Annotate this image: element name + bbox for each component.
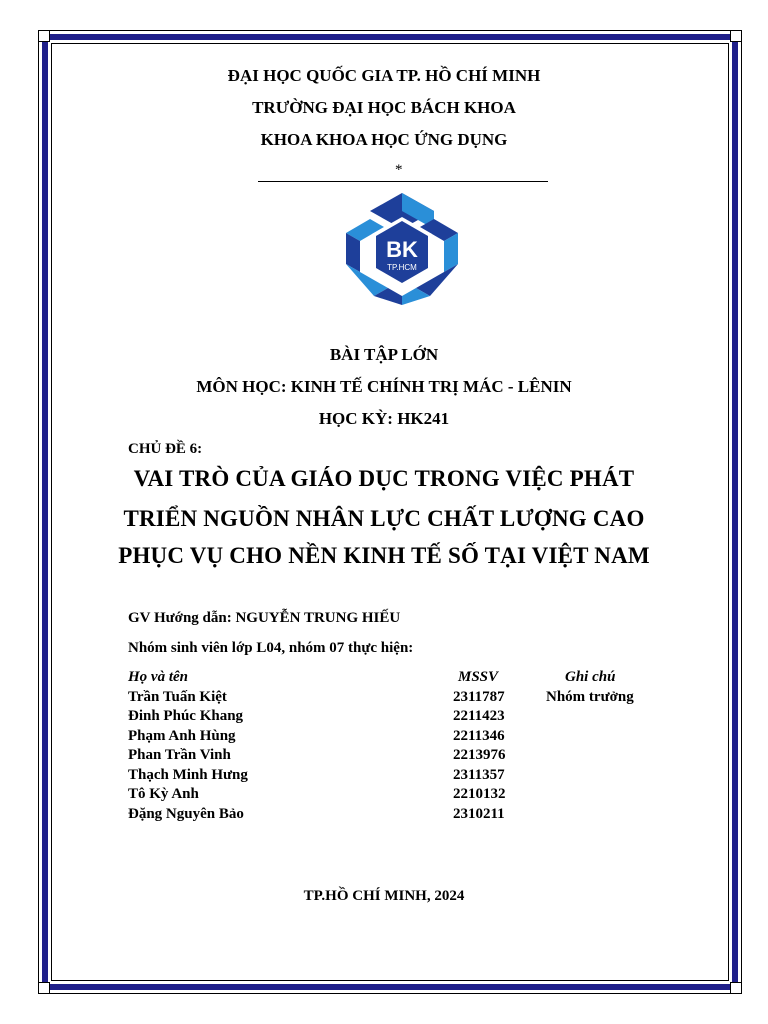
member-student-id: 2211423 — [453, 708, 505, 724]
university-name: ĐẠI HỌC QUỐC GIA TP. HỒ CHÍ MINH — [227, 66, 541, 85]
member-name: Trần Tuấn Kiệt — [128, 688, 227, 705]
course-name: MÔN HỌC: KINH TẾ CHÍNH TRỊ MÁC - LÊNIN — [196, 377, 572, 396]
topic-title-line-3: PHỤC VỤ CHO NỀN KINH TẾ SỐ TẠI VIỆT NAM — [118, 543, 650, 568]
member-note: Nhóm trưởng — [546, 688, 634, 705]
border-corner-top-right — [730, 30, 742, 42]
header-divider — [258, 162, 548, 182]
member-name: Đinh Phúc Khang — [128, 708, 244, 724]
member-name: Đặng Nguyên Bảo — [128, 805, 244, 822]
border-corner-bottom-right — [730, 982, 742, 994]
footer-place-year: TP.HỒ CHÍ MINH, 2024 — [303, 888, 465, 904]
member-student-id: 2211346 — [453, 727, 505, 744]
member-student-id: 2210132 — [453, 786, 506, 802]
member-student-id: 2311787 — [453, 688, 505, 705]
header-student-id: MSSV — [458, 669, 499, 685]
bk-university-logo — [340, 190, 464, 308]
header-note: Ghi chú — [565, 669, 616, 685]
member-name: Tô Kỳ Anh — [128, 786, 199, 802]
border-corner-bottom-left — [38, 982, 50, 994]
assignment-type: BÀI TẬP LỚN — [329, 345, 439, 364]
topic-label: CHỦ ĐỀ 6: — [128, 441, 203, 457]
instructor-line: GV Hướng dẫn: NGUYỄN TRUNG HIẾU — [128, 610, 401, 626]
faculty-name: KHOA KHOA HỌC ỨNG DỤNG — [260, 130, 508, 149]
member-name: Phạm Anh Hùng — [128, 727, 236, 744]
topic-title-line-1: VAI TRÒ CỦA GIÁO DỤC TRONG VIỆC PHÁT — [133, 466, 635, 491]
header-name: Họ và tên — [128, 669, 188, 685]
logo-subtext: TP.HCM — [387, 263, 417, 272]
logo-initials: BK — [386, 237, 418, 262]
topic-title-line-2: TRIỂN NGUỒN NHÂN LỰC CHẤT LƯỢNG CAO — [123, 506, 645, 531]
divider-star: * — [395, 162, 403, 178]
group-line: Nhóm sinh viên lớp L04, nhóm 07 thực hiện: — [128, 640, 414, 656]
school-name: TRƯỜNG ĐẠI HỌC BÁCH KHOA — [252, 98, 516, 117]
divider-line — [258, 181, 548, 182]
border-corner-top-left — [38, 30, 50, 42]
member-student-id: 2310211 — [453, 805, 505, 822]
member-name: Phan Trần Vinh — [128, 747, 231, 763]
semester: HỌC KỲ: HK241 — [318, 409, 450, 428]
member-student-id: 2311357 — [453, 766, 505, 783]
member-student-id: 2213976 — [453, 747, 506, 763]
member-name: Thạch Minh Hưng — [128, 766, 248, 783]
